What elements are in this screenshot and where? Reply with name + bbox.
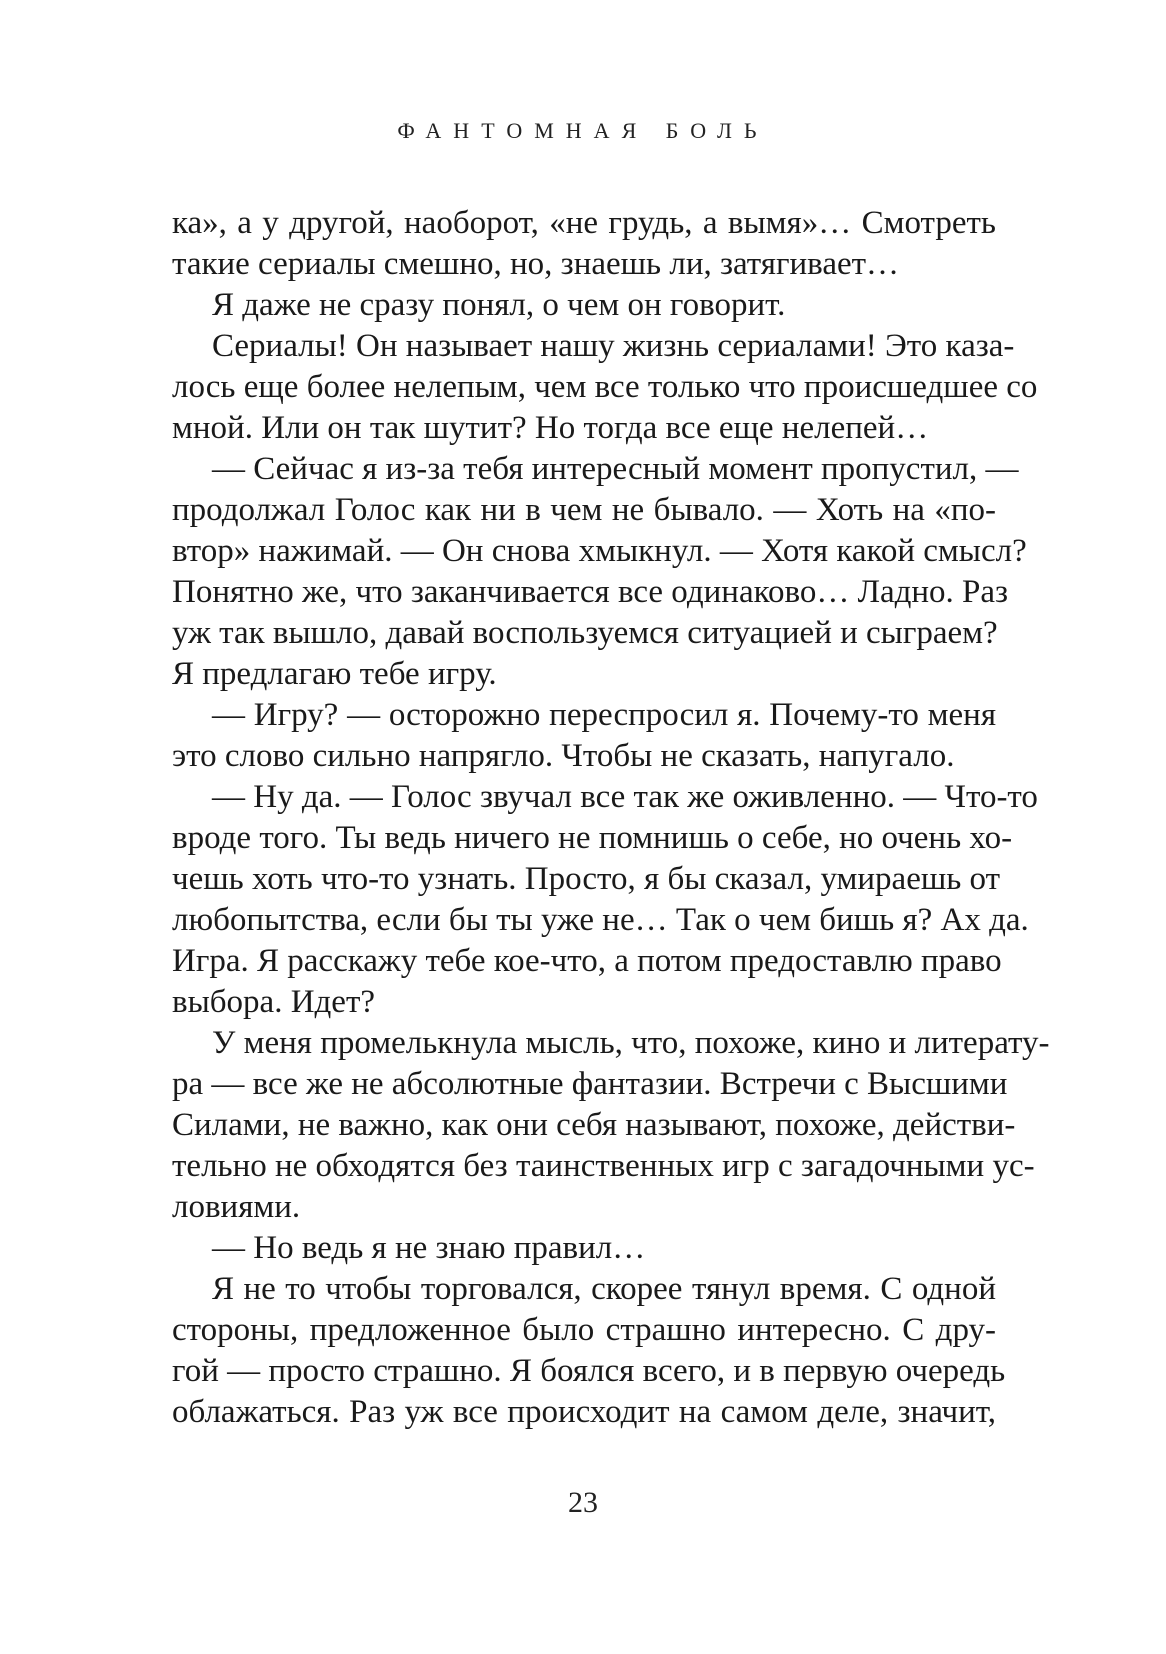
text-line: — Сейчас я из-за тебя интересный момент пропустил, — [212,451,1019,487]
body-text [172,203,1050,1433]
text-line: это слово сильно напрягло. Чтобы не сказать, напугало. [172,738,955,774]
text-line: Игра. Я расскажу тебе кое-что, а потом предоставлю право [172,943,1002,979]
text-line: вроде того. Ты ведь ничего не помнишь о себе, но очень хо- [172,820,1013,856]
text-line: выбора. Идет? [172,984,376,1020]
text-line: тельно не обходятся без таинственных игр с загадочными ус- [172,1148,1035,1184]
running-head: ФАНТОМНАЯ БОЛЬ [397,118,769,143]
text-line: ра — все же не абсолютные фантазии. Встречи с Высшими [172,1066,1008,1102]
text-line: ловиями. [172,1189,301,1225]
text-line: гой — просто страшно. Я боялся всего, и в первую очередь [172,1353,1006,1389]
text-line: — Ну да. — Голос звучал все так же оживленно. — Что-то [212,779,1038,815]
text-line: Я даже не сразу понял, о чем он говорит. [212,287,786,323]
text-line: мной. Или он так шутит? Но тогда все еще нелепей… [172,410,929,446]
text-line: лось еще более нелепым, чем все только что происшедшее со [172,369,1038,405]
text-line: облажаться. Раз уж все происходит на самом деле, значит, [172,1394,996,1430]
text-line: Силами, не важно, как они себя называют, похоже, действи- [172,1107,1016,1143]
text-line: Я не то чтобы торговался, скорее тянул время. С одной [212,1271,996,1307]
text-line: чешь хоть что-то узнать. Просто, я бы сказал, умираешь от [172,861,1001,897]
text-line: такие сериалы смешно, но, знаешь ли, затягивает… [172,246,900,282]
text-line: — Но ведь я не знаю правил… [212,1230,646,1266]
text-line: Понятно же, что заканчивается все одинаково… Ладно. Раз [172,574,1009,610]
text-line: Я предлагаю тебе игру. [172,656,497,692]
text-line: продолжал Голос как ни в чем не бывало. — Хоть на «по- [172,492,996,528]
text-line: ка», а у другой, наоборот, «не грудь, а вымя»… Смотреть [172,205,996,241]
page-number: 23 [568,1486,598,1519]
text-line: Сериалы! Он называет нашу жизнь сериалами! Это каза- [212,328,1015,364]
text-line: У меня промелькнула мысль, что, похоже, кино и литерату- [212,1025,1050,1061]
text-line: стороны, предложенное было страшно интересно. С дру- [172,1312,996,1348]
text-line: втор» нажимай. — Он снова хмыкнул. — Хотя какой смысл? [172,533,1027,569]
text-line: — Игру? — осторожно переспросил я. Почему-то меня [212,697,996,733]
text-line: уж так вышло, давай воспользуемся ситуацией и сыграем? [172,615,998,651]
text-line: любопытства, если бы ты уже не… Так о чем бишь я? Ах да. [172,902,1029,938]
